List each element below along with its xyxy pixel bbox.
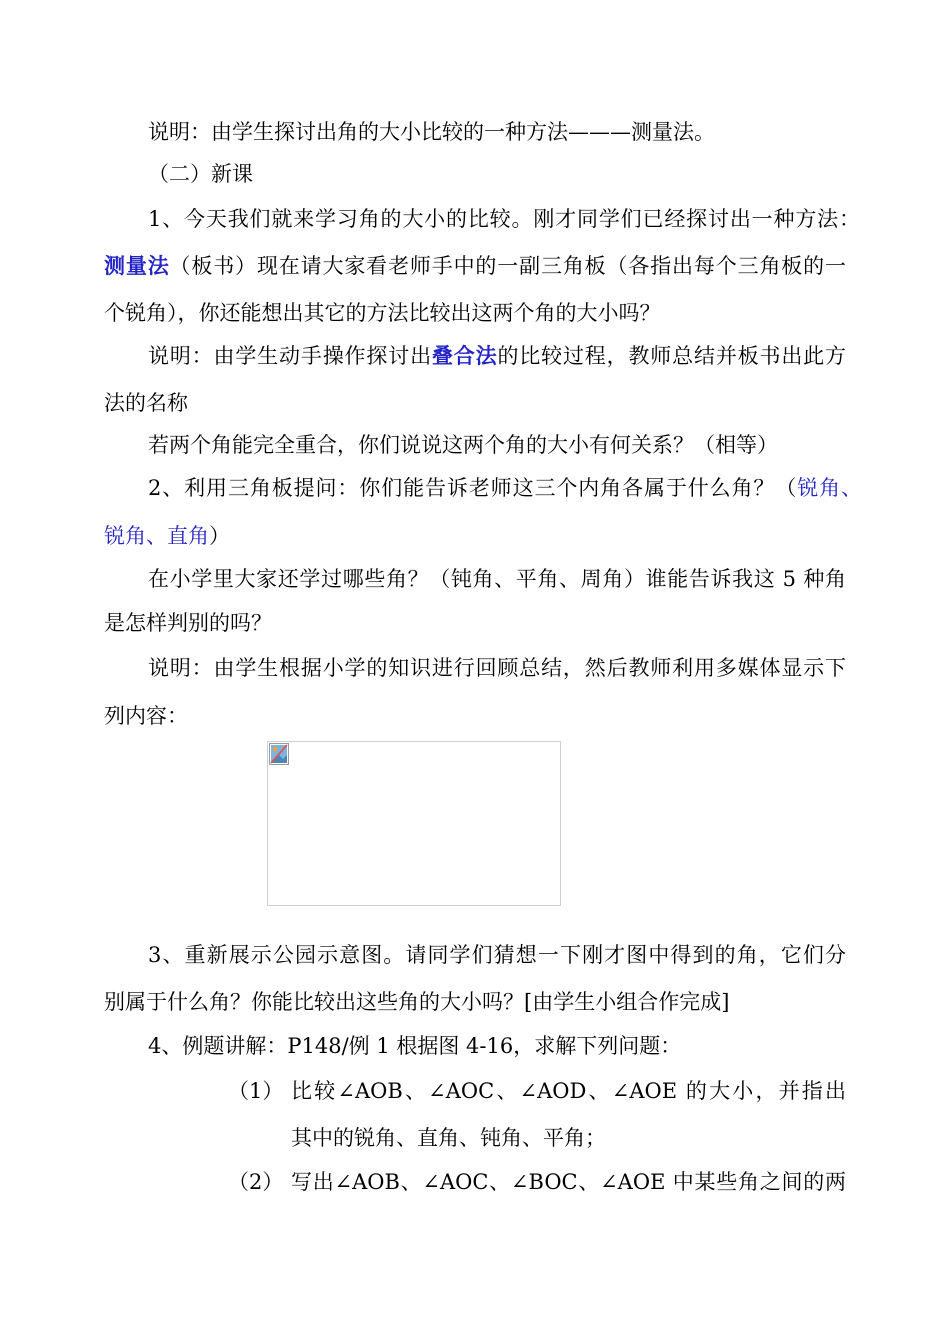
paragraph-question-line-2: 是怎样判别的吗？ — [104, 611, 272, 635]
answer-acute: 锐角、 — [797, 476, 863, 500]
broken-image-icon — [269, 743, 289, 765]
paragraph-1-line-2: 测量法（板书）现在请大家看老师手中的一副三角板（各指出每个三角板的一 — [104, 253, 846, 278]
section-heading-new-lesson: （二）新课 — [148, 162, 253, 186]
paragraph-2-line-1: 2、利用三角板提问：你们能告诉老师这三个内角各属于什么角？（锐角、 — [148, 476, 863, 500]
paragraph-note-measurement: 说明：由学生探讨出角的大小比较的一种方法———测量法。 — [148, 120, 715, 144]
paragraph-note-overlap-line-2: 法的名称 — [104, 391, 188, 415]
paragraph-2-line-2: 锐角、直角） — [104, 524, 230, 548]
term-measurement-method: 测量法 — [104, 253, 170, 278]
question-2-number: （2） — [228, 1170, 284, 1194]
paragraph-note-overlap-line-1: 说明：由学生动手操作探讨出叠合法的比较过程，教师总结并板书出此方 — [148, 343, 847, 368]
question-2-line-1: 写出∠AOB、∠AOC、∠BOC、∠AOE 中某些角之间的两 — [291, 1170, 846, 1194]
question-1-number: （1） — [228, 1079, 284, 1103]
answer-acute-right: 锐角、直角 — [104, 524, 209, 548]
paragraph-4-example: 4、例题讲解：P148/例 1 根据图 4-16，求解下列问题： — [148, 1034, 682, 1058]
paragraph-note-review-line-1: 说明：由学生根据小学的知识进行回顾总结，然后教师利用多媒体显示下 — [148, 656, 846, 680]
paragraph-3-line-2: 别属于什么角？你能比较出这些角的大小吗？[由学生小组合作完成] — [104, 990, 730, 1014]
paragraph-1-line-1: 1、今天我们就来学习角的大小的比较。刚才同学们已经探讨出一种方法： — [148, 207, 860, 231]
paragraph-1-line-3: 个锐角），你还能想出其它的方法比较出这两个角的大小吗？ — [104, 301, 661, 325]
question-1-line-1: 比较∠AOB、∠AOC、∠AOD、∠AOE 的大小，并指出 — [291, 1079, 846, 1103]
question-1-line-2: 其中的锐角、直角、钝角、平角； — [291, 1126, 606, 1150]
paragraph-3-line-1: 3、重新展示公园示意图。请同学们猜想一下刚才图中得到的角，它们分 — [148, 943, 846, 967]
paragraph-equal-angles: 若两个角能完全重合，你们说说这两个角的大小有何关系？（相等） — [148, 433, 778, 457]
paragraph-question-line-1: 在小学里大家还学过哪些角？（钝角、平角、周角）谁能告诉我这 5 种角 — [148, 567, 846, 591]
image-placeholder — [267, 741, 561, 906]
term-overlap-method: 叠合法 — [431, 343, 498, 368]
paragraph-note-review-line-2: 列内容： — [104, 704, 188, 728]
